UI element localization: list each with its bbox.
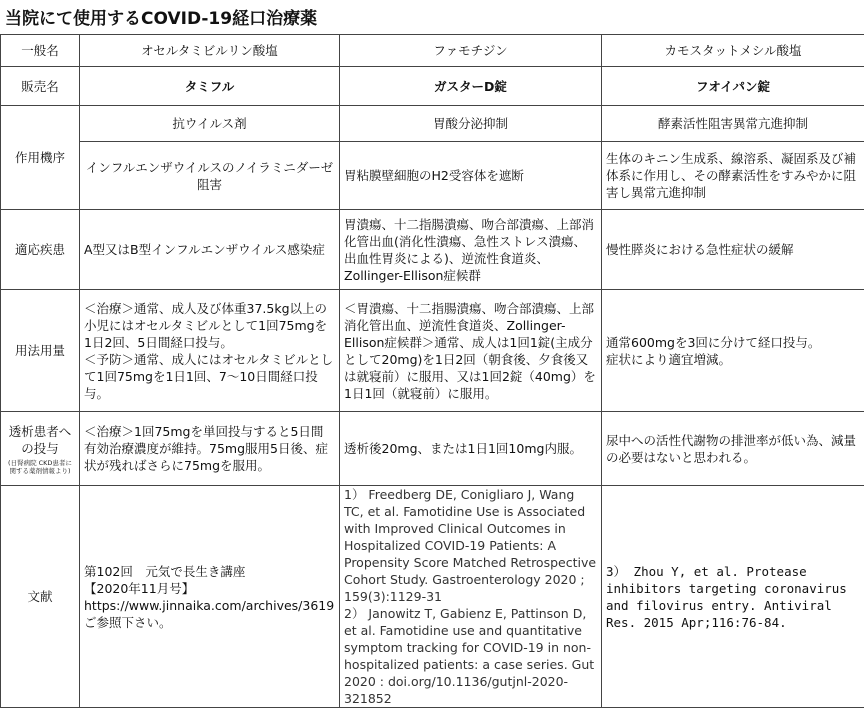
row-label-dialysis <box>1 412 80 486</box>
generic-name-camostat: カモスタットメシル酸塩 <box>602 35 864 67</box>
generic-name-famotidine: ファモチジン <box>340 35 602 67</box>
row-indication <box>1 210 864 290</box>
row-label-references: 文献 <box>1 486 80 708</box>
references-oseltamivir: 第102回 元気で長生き講座 【2020年11月号】 https://www.jinnaika.com/archives/3619 ご参照下さい。 <box>80 486 340 708</box>
row-label-indication: 適応疾患 <box>1 210 80 290</box>
brand-name-gaster: ガスターD錠 <box>340 67 602 106</box>
dialysis-oseltamivir: ＜治療＞1回75mgを単回投与すると5日間有効治療濃度が維持。75mg服用5日後、症状が残ればさらに75mgを服用。 <box>80 412 340 486</box>
drug-comparison-table <box>0 34 864 708</box>
mechanism-summary-famotidine: 胃酸分泌抑制 <box>340 106 602 142</box>
mechanism-detail-famotidine: 胃粘膜壁細胞のH2受容体を遮断 <box>340 142 602 210</box>
row-generic-name <box>1 35 864 67</box>
row-label-dialysis-source: (日腎病院 CKD患者に関する薬剤情報より) <box>5 459 75 475</box>
references-camostat: 3） Zhou Y, et al. Protease inhibitors targeting coronavirus and filovirus entry. Antiviral Res. 2015 Apr;116:76-84. <box>602 486 864 708</box>
page-title: 当院にて使用するCOVID-19経口治療薬 <box>5 4 317 29</box>
generic-name-oseltamivir: オセルタミビルリン酸塩 <box>80 35 340 67</box>
indication-famotidine: 胃潰瘍、十二指腸潰瘍、吻合部潰瘍、上部消化管出血(消化性潰瘍、急性ストレス潰瘍、出血性胃炎による)、逆流性食道炎、Zollinger-Ellison症候群 <box>340 210 602 290</box>
row-references <box>1 486 864 708</box>
indication-oseltamivir: A型又はB型インフルエンザウイルス感染症 <box>80 210 340 290</box>
row-label-dosage: 用法用量 <box>1 290 80 412</box>
references-famotidine: 1） Freedberg DE, Conigliaro J, Wang TC, et al. Famotidine Use is Associated with Improved Clinical Outcomes in Hospitalized COVID-19 Patients: A Propensity Score Matched Retrospective Cohort Study. Gastroenterology 2020 ; 159(3):1129-31 2） Janowitz T, Gabienz E, Pattinson D, et al. Famotidine use and quantitative symptom tracking for COVID-19 in non-hospitalized patients: a case series. Gut 2020 : doi.org/10.1136/gutjnl-2020-321852 <box>340 486 602 708</box>
row-dialysis <box>1 412 864 486</box>
brand-name-foipan: フオイパン錠 <box>602 67 864 106</box>
row-label-generic-name: 一般名 <box>1 35 80 67</box>
brand-name-tamiflu: タミフル <box>80 67 340 106</box>
dialysis-camostat: 尿中への活性代謝物の排泄率が低い為、減量の必要はないと思われる。 <box>602 412 864 486</box>
dosage-camostat: 通常600mgを3回に分けて経口投与。 症状により適宜増減。 <box>602 290 864 412</box>
dialysis-famotidine: 透析後20mg、または1日1回10mg内服。 <box>340 412 602 486</box>
dosage-famotidine: ＜胃潰瘍、十二指腸潰瘍、吻合部潰瘍、上部消化管出血、逆流性食道炎、Zollinger-Ellison症候群＞通常、成人は1回1錠(主成分として20mg)を1日2回（朝食後、夕食後又は就寝前）に服用、又は1回2錠（40mg）を1日1回（就寝前）に服用。 <box>340 290 602 412</box>
mechanism-detail-camostat: 生体のキニン生成系、線溶系、凝固系及び補体系に作用し、その酵素活性をすみやかに阻害し異常亢進抑制 <box>602 142 864 210</box>
row-label-brand-name: 販売名 <box>1 67 80 106</box>
mechanism-summary-oseltamivir: 抗ウイルス剤 <box>80 106 340 142</box>
row-label-dialysis-text: 透析患者への投与 <box>9 424 72 456</box>
row-label-mechanism: 作用機序 <box>1 106 80 210</box>
row-mechanism-detail <box>1 142 864 210</box>
dosage-oseltamivir: ＜治療＞通常、成人及び体重37.5kg以上の小児にはオセルタミビルとして1回75mgを1日2回、5日間経口投与。 ＜予防＞通常、成人にはオセルタミビルとして1回75mgを1日1回、7～10日間経口投与。 <box>80 290 340 412</box>
row-dosage <box>1 290 864 412</box>
mechanism-summary-camostat: 酵素活性阻害異常亢進抑制 <box>602 106 864 142</box>
row-brand-name <box>1 67 864 106</box>
mechanism-detail-oseltamivir: インフルエンザウイルスのノイラミニダーゼ阻害 <box>80 142 340 210</box>
indication-camostat: 慢性膵炎における急性症状の緩解 <box>602 210 864 290</box>
row-mechanism-summary <box>1 106 864 142</box>
